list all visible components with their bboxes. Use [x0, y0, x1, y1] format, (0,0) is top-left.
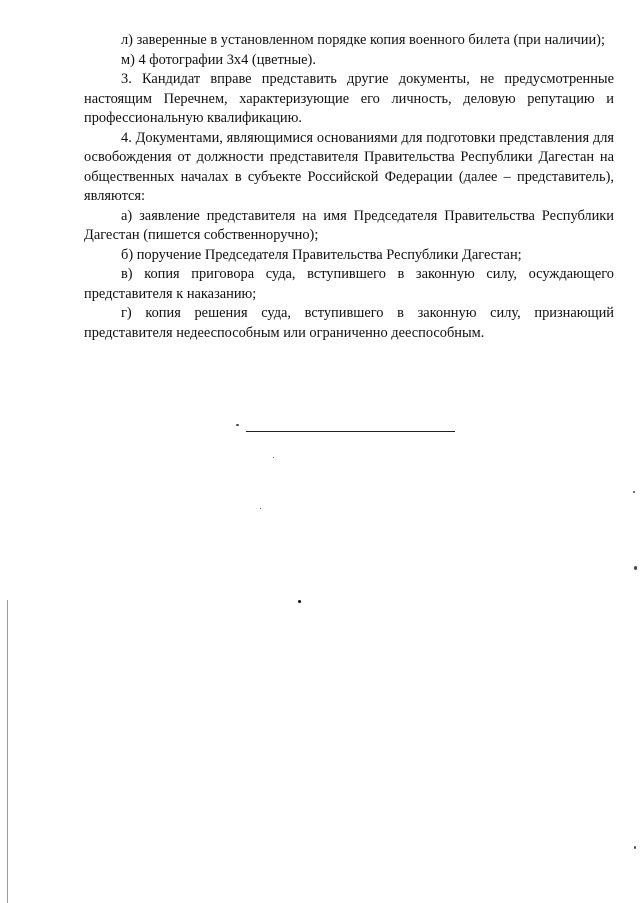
paragraph-item-v: в) копия приговора суда, вступившего в законную силу, осуждающего представителя к наказанию;	[84, 266, 614, 302]
scan-speck	[633, 491, 635, 493]
scan-speck	[260, 508, 261, 509]
scan-speck	[236, 424, 239, 426]
paragraph-item-m: м) 4 фотографии 3х4 (цветные).	[121, 51, 316, 68]
paragraph-clause-3: 3. Кандидат вправе представить другие документы, не предусмотренные настоящим Перечнем, характеризующие его личность, деловую репутацию и профессиональную квалификацию.	[84, 71, 614, 126]
paragraph-item-a: а) заявление представителя на имя Председателя Правительства Республики Дагестан (пишется собственноручно);	[84, 207, 614, 243]
scan-speck	[298, 600, 301, 603]
paragraph-item-b: б) поручение Председателя Правительства Республики Дагестан;	[121, 246, 522, 263]
paragraph-clause-4: 4. Документами, являющимися основаниями для подготовки представления для освобождения от должности представителя Правительства Республики Дагестан на общественных началах в субъекте Российской Федерации (далее – представитель), являются:	[84, 129, 614, 204]
scan-edge-line	[7, 600, 8, 903]
end-of-document-line	[246, 431, 455, 432]
scan-speck	[634, 566, 637, 570]
paragraph-item-g: г) копия решения суда, вступившего в законную силу, признающий представителя недееспособным или ограниченно дееспособным.	[84, 305, 614, 341]
document-body	[84, 31, 614, 343]
paragraph-item-l: л) заверенные в установленном порядке копия военного билета (при наличии);	[121, 32, 605, 48]
scan-speck	[273, 457, 274, 458]
scan-speck	[634, 846, 636, 849]
